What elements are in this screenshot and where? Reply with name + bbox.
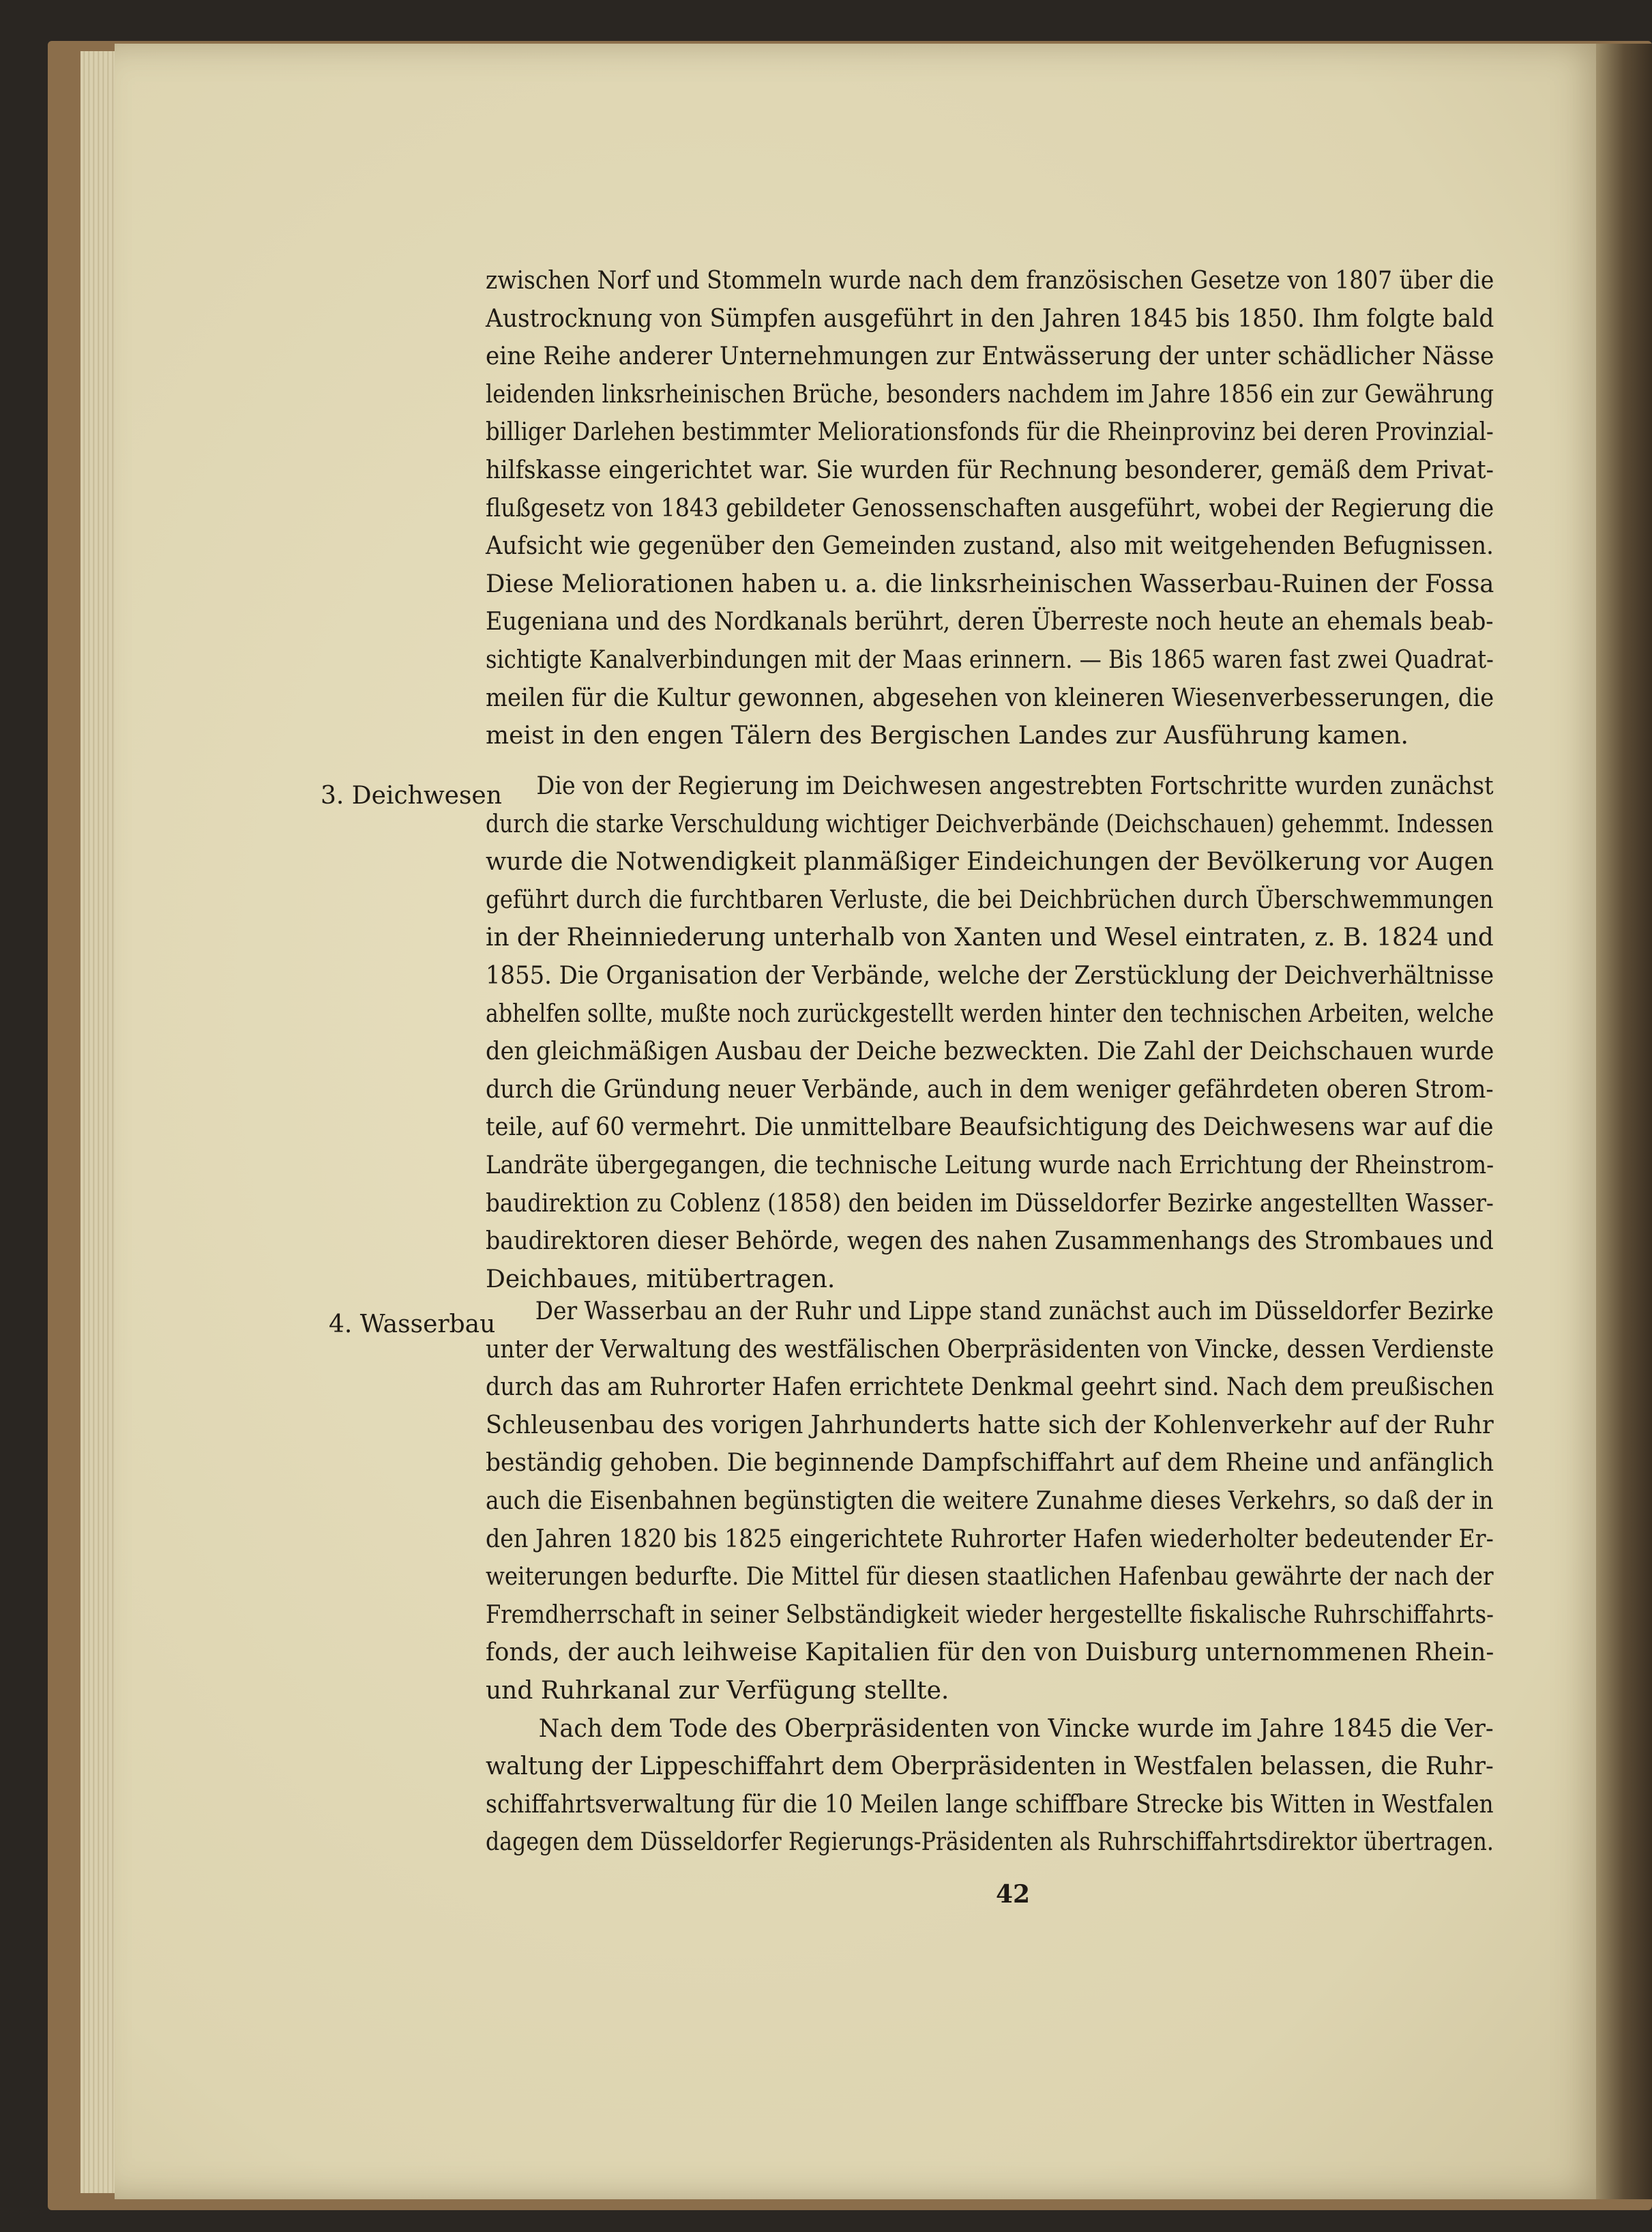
- text-line: teile, auf 60 vermehrt. Die unmittelbare Beaufsichtigung des Deichwesens war auf die: [486, 1113, 1494, 1142]
- text-line: Aufsicht wie gegenüber den Gemeinden zustand, also mit weitgehenden Befugnissen.: [486, 532, 1494, 561]
- text-line: beständig gehoben. Die beginnende Dampfschiffahrt auf dem Rheine und anfänglich: [486, 1449, 1494, 1478]
- text-line: 1855. Die Organisation der Verbände, welche der Zerstücklung der Deichverhältnisse: [486, 961, 1494, 990]
- text-line: den Jahren 1820 bis 1825 eingerichtete Ruhrorter Hafen wiederholter bedeutender Er-: [486, 1525, 1494, 1553]
- text-line: unter der Verwaltung des westfälischen Oberpräsidenten von Vincke, dessen Verdienste: [486, 1335, 1494, 1364]
- text-line: eine Reihe anderer Unternehmungen zur Entwässerung der unter schädlicher Nässe: [486, 342, 1494, 371]
- text-line: waltung der Lippeschiffahrt dem Oberpräsidenten in Westfalen belassen, die Ruhr-: [486, 1752, 1494, 1781]
- text-line: den gleichmäßigen Ausbau der Deiche bezweckten. Die Zahl der Deichschauen wurde: [486, 1038, 1494, 1066]
- text-line: wurde die Notwendigkeit planmäßiger Eindeichungen der Bevölkerung vor Augen: [486, 848, 1494, 877]
- text-line: Fremdherrschaft in seiner Selbständigkeit wieder hergestellte fiskalische Ruhrschiffahrts-: [486, 1600, 1494, 1629]
- text-line: leidenden linksrheinischen Brüche, besonders nachdem im Jahre 1856 ein zur Gewährung: [486, 380, 1494, 409]
- text-line: abhelfen sollte, mußte noch zurückgestellt werden hinter den technischen Arbeiten, welche: [486, 999, 1494, 1028]
- text-line: schiffahrtsverwaltung für die 10 Meilen lange schiffbare Strecke bis Witten in Westfalen: [486, 1790, 1494, 1819]
- text-line: Nach dem Tode des Oberpräsidenten von Vincke wurde im Jahre 1845 die Ver-: [538, 1714, 1494, 1743]
- text-line: zwischen Norf und Stommeln wurde nach dem französischen Gesetze von 1807 über die: [486, 267, 1494, 295]
- text-line: Austrocknung von Sümpfen ausgeführt in den Jahren 1845 bis 1850. Ihm folgte bald: [486, 304, 1494, 333]
- paragraph-wasserbau: [486, 1293, 1495, 1862]
- text-line: billiger Darlehen bestimmter Meliorationsfonds für die Rheinprovinz bei deren Provinzial-: [486, 418, 1494, 447]
- page-number: 42: [996, 1880, 1031, 1909]
- text-line: Landräte übergegangen, die technische Leitung wurde nach Errichtung der Rheinstrom-: [486, 1151, 1494, 1179]
- text-line: Der Wasserbau an der Ruhr und Lippe stand zunächst auch im Düsseldorfer Bezirke: [535, 1297, 1494, 1325]
- text-line: Eugeniana und des Nordkanals berührt, deren Überreste noch heute an ehemals beab-: [486, 608, 1494, 636]
- section-label-deichwesen: 3. Deichwesen: [321, 782, 502, 810]
- text-line: flußgesetz von 1843 gebildeter Genossenschaften ausgeführt, wobei der Regierung die: [486, 494, 1494, 523]
- text-line: baudirektion zu Coblenz (1858) den beiden im Düsseldorfer Bezirke angestellten Wasser-: [486, 1189, 1494, 1218]
- text-line: auch die Eisenbahnen begünstigten die weitere Zunahme dieses Verkehrs, so daß der in: [486, 1486, 1494, 1515]
- text-line: meist in den engen Tälern des Bergischen Landes zur Ausführung kamen.: [486, 722, 1408, 750]
- text-line: weiterungen bedurfte. Die Mittel für diesen staatlichen Hafenbau gewährte der nach der: [486, 1563, 1494, 1591]
- text-line: in der Rheinniederung unterhalb von Xanten und Wesel eintraten, z. B. 1824 und: [486, 924, 1494, 952]
- book-gutter: [1596, 44, 1652, 2199]
- text-line: Schleusenbau des vorigen Jahrhunderts hatte sich der Kohlenverkehr auf der Ruhr: [486, 1411, 1494, 1439]
- section-label-wasserbau: 4. Wasserbau: [329, 1310, 496, 1338]
- text-line: hilfskasse eingerichtet war. Sie wurden für Rechnung besonderer, gemäß dem Privat-: [486, 456, 1494, 484]
- text-line: und Ruhrkanal zur Verfügung stellte.: [486, 1676, 949, 1705]
- text-line: geführt durch die furchtbaren Verluste, die bei Deichbrüchen durch Überschwemmungen: [486, 885, 1494, 914]
- text-line: dagegen dem Düsseldorfer Regierungs-Präsidenten als Ruhrschiffahrtsdirektor übertragen.: [486, 1828, 1494, 1857]
- text-line: meilen für die Kultur gewonnen, abgesehen von kleineren Wiesenverbesserungen, die: [486, 684, 1494, 712]
- text-line: Deichbaues, mitübertragen.: [486, 1265, 836, 1293]
- paragraph-deichwesen: [486, 767, 1495, 1298]
- paragraph-meliorations: [486, 262, 1495, 755]
- text-line: durch die starke Verschuldung wichtiger Deichverbände (Deichschauen) gehemmt. Indessen: [486, 810, 1494, 838]
- text-line: sichtigte Kanalverbindungen mit der Maas erinnern. — Bis 1865 waren fast zwei Quadrat-: [486, 645, 1494, 674]
- text-line: durch das am Ruhrorter Hafen errichtete Denkmal geehrt sind. Nach dem preußischen: [486, 1373, 1494, 1402]
- text-line: durch die Gründung neuer Verbände, auch in dem weniger gefährdeten oberen Strom-: [486, 1075, 1494, 1104]
- text-line: fonds, der auch leihweise Kapitalien für den von Duisburg unternommenen Rhein-: [486, 1639, 1494, 1667]
- text-line: Diese Meliorationen haben u. a. die linksrheinischen Wasserbau-Ruinen der Fossa: [486, 570, 1494, 598]
- text-line: Die von der Regierung im Deichwesen angestrebten Fortschritte wurden zunächst: [536, 772, 1494, 800]
- text-line: baudirektoren dieser Behörde, wegen des nahen Zusammenhangs des Strombaues und: [486, 1227, 1494, 1256]
